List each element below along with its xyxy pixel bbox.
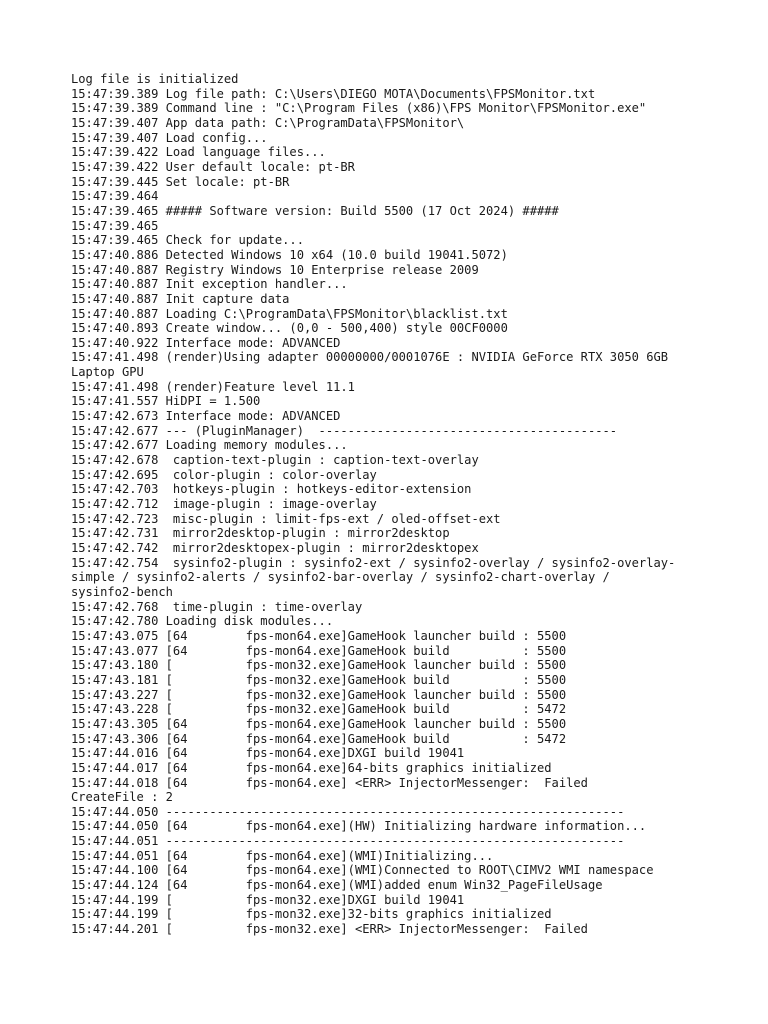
log-text: Log file is initialized 15:47:39.389 Log file path: C:\Users\DIEGO MOTA\Documents\FPSMonitor.txt 15:47:39.389 Command line : "C:\Program Files (x86)\FPS Monitor\FPSMonitor.exe" 15:47:39.407 App data path: C:\ProgramData\FPSMonitor\ 15:47:39.407 Load config... 15:47:39.422 Load language files... 15:47:39.422 User default locale: pt-BR 15:47:39.445 Set locale: pt-BR 15:47:39.464 15:47:39.465 ##### Software version: Build 5500 (17 Oct 2024) ##### 15:47:39.465 15:47:39.465 Check for update... 15:47:40.886 Detected Windows 10 x64 (10.0 build 19041.5072) 15:47:40.887 Registry Windows 10 Enterprise release 2009 15:47:40.887 Init exception handler... 15:47:40.887 Init capture data 15:47:40.887 Loading C:\ProgramData\FPSMonitor\blacklist.txt 15:47:40.893 Create window... (0,0 - 500,400) style 00CF0000 15:47:40.922 Interface mode: ADVANCED 15:47:41.498 (render)Using adapter 00000000/0001076E : NVIDIA GeForce RTX 3050 6GB Laptop GPU 15:47:41.498 (render)Feature level 11.1 15:47:41.557 HiDPI = 1.500 15:47:42.673 Interface mode: ADVANCED 15:47:42.677 --- (PluginManager) ----------------------------------------- 15:47:42.677 Loading memory modules... 15:47:42.678 caption-text-plugin : caption-text-overlay 15:47:42.695 color-plugin : color-overlay 15:47:42.703 hotkeys-plugin : hotkeys-editor-extension 15:47:42.712 image-plugin : image-overlay 15:47:42.723 misc-plugin : limit-fps-ext / oled-offset-ext 15:47:42.731 mirror2desktop-plugin : mirror2desktop 15:47:42.742 mirror2desktopex-plugin : mirror2desktopex 15:47:42.754 sysinfo2-plugin : sysinfo2-ext / sysinfo2-overlay / sysinfo2-overlay- simple / sysinfo2-alerts / sysinfo2-bar-overlay / sysinfo2-chart-overlay / sysinfo2-bench 15:47:42.768 time-plugin : time-overlay 15:47:42.780 Loading disk modules... 15:47:43.075 [64 fps-mon64.exe]GameHook launcher build : 5500 15:47:43.077 [64 fps-mon64.exe]GameHook build : 5500 15:47:43.180 [ fps-mon32.exe]GameHook launcher build : 5500 15:47:43.181 [ fps-mon32.exe]GameHook build : 5500 15:47:43.227 [ fps-mon32.exe]GameHook launcher build : 5500 15:47:43.228 [ fps-mon32.exe]GameHook build : 5472 15:47:43.305 [64 fps-mon64.exe]GameHook launcher build : 5500 15:47:43.306 [64 fps-mon64.exe]GameHook build : 5472 15:47:44.016 [64 fps-mon64.exe]DXGI build 19041 15:47:44.017 [64 fps-mon64.exe]64-bits graphics initialized 15:47:44.018 [64 fps-mon64.exe] <ERR> InjectorMessenger: Failed CreateFile : 2 15:47:44.050 --------------------------------------------------------------- 15:47:44.050 [64 fps-mon64.exe](HW) Initializing hardware information... 15:47:44.051 --------------------------------------------------------------- 15:47:44.051 [64 fps-mon64.exe](WMI)Initializing... 15:47:44.100 [64 fps-mon64.exe](WMI)Connected to ROOT\CIMV2 WMI namespace 15:47:44.124 [64 fps-mon64.exe](WMI)added enum Win32_PageFileUsage 15:47:44.199 [ fps-mon32.exe]DXGI build 19041 15:47:44.199 [ fps-mon32.exe]32-bits graphics initialized 15:47:44.201 [ fps-mon32.exe] <ERR> InjectorMessenger: Failed <box>71 72 676 937</box>
